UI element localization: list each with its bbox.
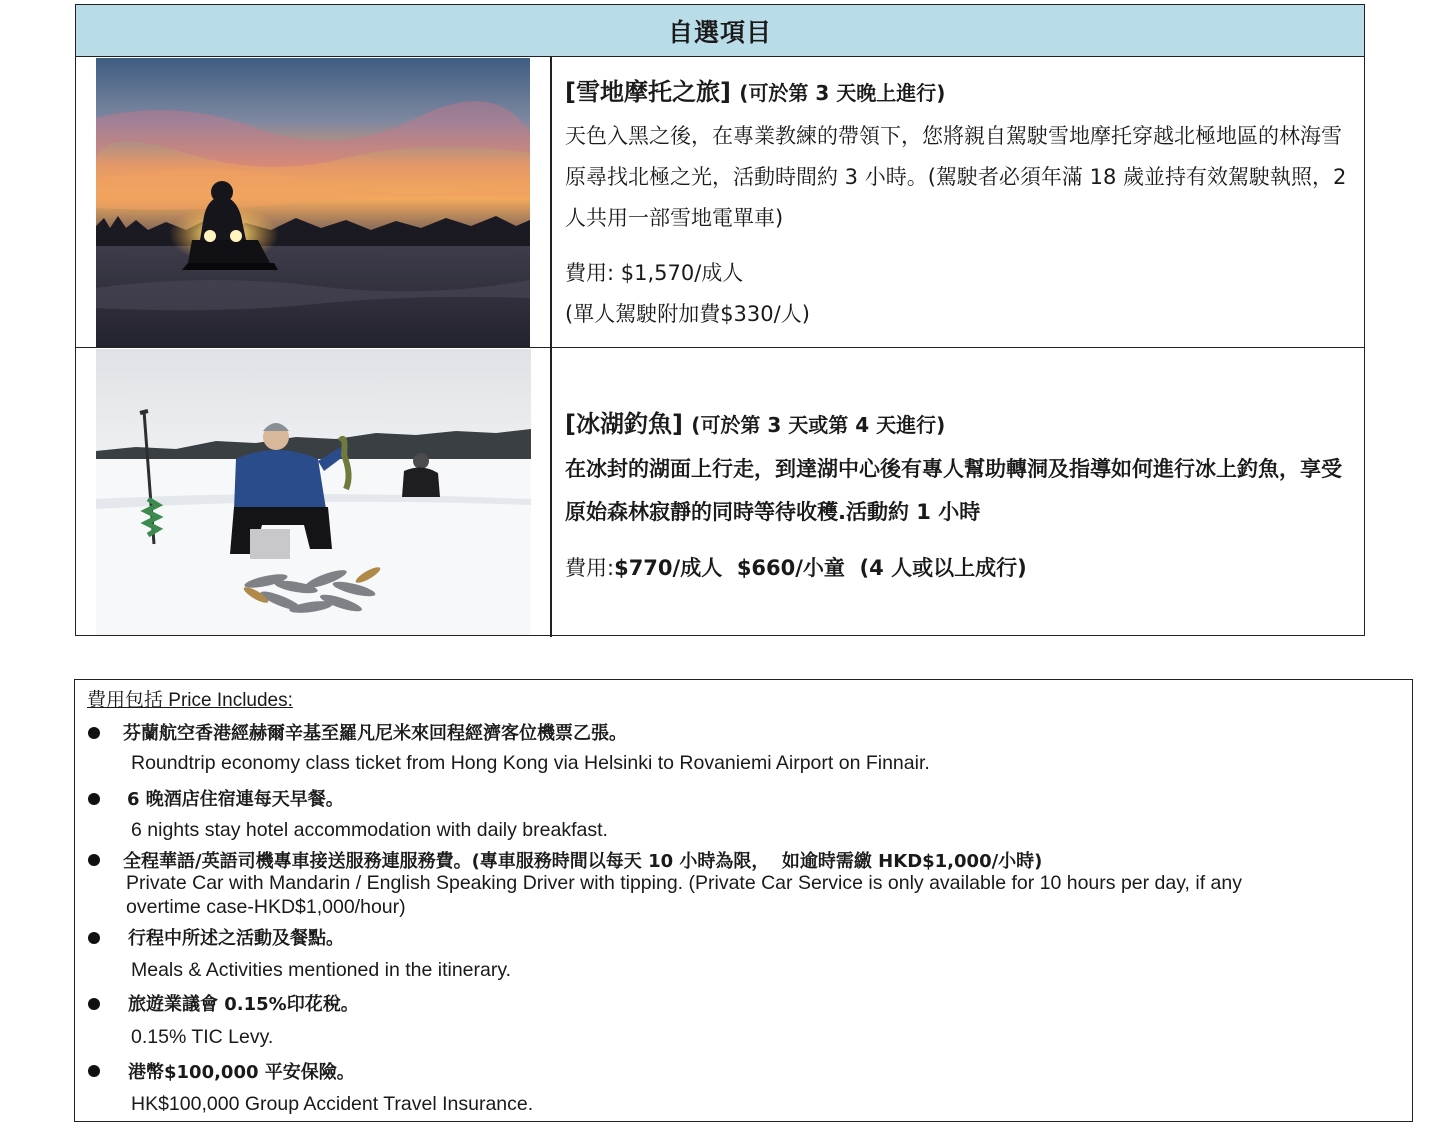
- activity-schedule: (可於第 3 天晚上進行): [739, 81, 946, 105]
- activity-title-text: [雪地摩托之旅]: [565, 78, 731, 106]
- item-text-zh: 行程中所述之活動及餐點。: [128, 928, 344, 949]
- bullet-icon: [88, 998, 100, 1010]
- activity-fee-note: (單人駕駛附加費$330/人): [565, 302, 810, 326]
- bullet-icon: [88, 727, 100, 739]
- item-text-zh: 芬蘭航空香港經赫爾辛基至羅凡尼米來回程經濟客位機票乙張。: [123, 723, 627, 744]
- activity-schedule: (可於第 3 天或第 4 天進行): [691, 413, 946, 437]
- activity-fee-label: 費用:: [565, 556, 615, 580]
- activity-fee: [565, 548, 1360, 589]
- bullet-icon: [88, 932, 100, 944]
- item-text-zh: 6 晚酒店住宿連每天早餐。: [127, 789, 344, 810]
- activity-fee-values: $770/成人 $660/小童 (4 人或以上成行): [614, 556, 1027, 580]
- ice-fishing-photo: [96, 349, 531, 635]
- activity-description: 在冰封的湖面上行走，到達湖中心後有專人幫助轉洞及指導如何進行冰上釣魚，享受原始森林寂靜的同時等待收穫.活動約 1 小時: [565, 457, 1342, 524]
- item-text-en: Roundtrip economy class ticket from Hong Kong via Helsinki to Rovaniemi Airport on Finnair.: [131, 752, 930, 774]
- table-row-ice-fishing: [76, 348, 1364, 637]
- ice-fishing-description: [565, 406, 1360, 589]
- activity-title: [565, 406, 1360, 443]
- item-text-zh: 全程華語/英語司機專車接送服務連服務費。(專車服務時間以每天 10 小時為限， 如逾時需繳 HKD$1,000/小時): [123, 851, 1043, 872]
- snowmobile-description: [565, 74, 1360, 335]
- table-header: 自選項目: [76, 5, 1364, 57]
- snowmobile-photo: [96, 58, 530, 347]
- item-text-en: 0.15% TIC Levy.: [131, 1026, 274, 1048]
- item-text-en: Private Car with Mandarin / English Speaking Driver with tipping. (Private Car Service is only available for 10 hours per day, if any: [126, 872, 1242, 894]
- bullet-icon: [88, 854, 100, 866]
- activity-description: 天色入黑之後，在專業教練的帶領下，您將親自駕駛雪地摩托穿越北極地區的林海雪原尋找北極之光，活動時間約 3 小時。(駕駛者必須年滿 18 歲並持有效駕駛執照，2 人共用一部雪地電單車): [565, 124, 1347, 230]
- bullet-icon: [88, 793, 100, 805]
- activity-title-text: [冰湖釣魚]: [565, 410, 683, 438]
- item-text-zh: 港幣$100,000 平安保險。: [128, 1062, 355, 1083]
- item-text-zh: 旅遊業議會 0.15%印花稅。: [128, 994, 359, 1015]
- item-text-en-continued: overtime case-HKD$1,000/hour): [126, 896, 406, 918]
- price-includes-box: [74, 679, 1413, 1122]
- activity-title: [565, 74, 1360, 111]
- item-text-en: 6 nights stay hotel accommodation with daily breakfast.: [131, 819, 608, 841]
- optional-activities-table: [75, 4, 1365, 636]
- table-row-snowmobile: [76, 57, 1364, 348]
- item-text-en: HK$100,000 Group Accident Travel Insurance.: [131, 1093, 534, 1115]
- price-includes-title: 費用包括 Price Includes:: [87, 690, 293, 711]
- activity-fee: 費用: $1,570/成人: [565, 261, 744, 285]
- item-text-en: Meals & Activities mentioned in the itinerary.: [131, 959, 512, 981]
- bullet-icon: [88, 1065, 100, 1077]
